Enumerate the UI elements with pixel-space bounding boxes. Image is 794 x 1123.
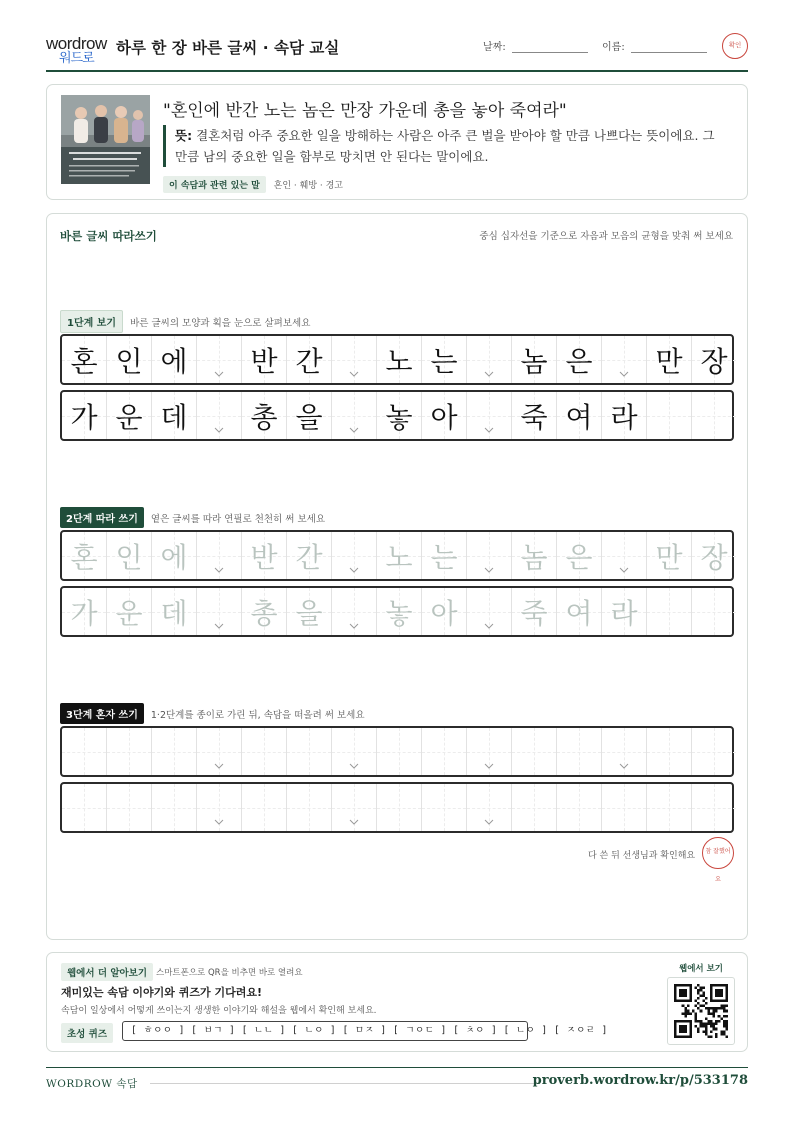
qr-code-icon[interactable] [667,977,735,1045]
grid-cell: 놓 [377,392,422,439]
proverb-illustration [61,95,150,184]
grid-cell[interactable] [422,728,467,775]
grid-cell[interactable]: 죽 [512,588,557,635]
grid-cell[interactable] [467,588,512,635]
space-mark-icon [349,565,359,575]
space-mark-icon [214,817,224,827]
grid-cell [602,336,647,383]
grid-cell[interactable] [107,784,152,831]
logo-text-top: wordrow [46,34,107,53]
proverb-card [46,84,748,200]
grid-cell[interactable]: 아 [422,588,467,635]
grid-cell: 반 [242,336,287,383]
stage-2-tag: 2단계 따라 쓰기 [60,507,144,528]
space-mark-icon [484,761,494,771]
space-mark-icon [349,761,359,771]
grid-cell: 놈 [512,336,557,383]
grid-cell[interactable]: 혼 [62,532,107,579]
grid-cell[interactable]: 인 [107,532,152,579]
grid-cell: 인 [107,336,152,383]
grid-cell[interactable]: 을 [287,588,332,635]
practice-hint: 중심 십자선을 기준으로 자음과 모음의 균형을 맞춰 써 보세요 [479,231,733,242]
name-field[interactable] [631,52,707,53]
grid-cell[interactable]: 는 [422,532,467,579]
grid-cell[interactable]: 운 [107,588,152,635]
grid-cell[interactable] [647,728,692,775]
web-description: 속담이 일상에서 어떻게 쓰이는지 생생한 이야기와 해설을 웹에서 확인해 보세요. [61,1006,377,1016]
grid-cell [332,336,377,383]
space-mark-icon [484,369,494,379]
page-header [46,28,748,72]
space-mark-icon [349,369,359,379]
grid-cell[interactable] [242,728,287,775]
grid-cell[interactable]: 놈 [512,532,557,579]
stage-3-label [60,703,365,724]
page-title: 하루 한 장 바른 글씨 · 속담 교실 [116,39,340,57]
grid-cell[interactable]: 가 [62,588,107,635]
space-mark-icon [214,369,224,379]
web-hint: 스마트폰으로 QR을 비추면 바로 열려요 [156,968,303,978]
grid-cell[interactable] [107,728,152,775]
meaning-text: 결혼처럼 아주 중요한 일을 방해하는 사람은 아주 큰 벌을 받아야 할 만큼 나쁘다는 뜻이에요. 그만큼 남의 중요한 일을 함부로 망치면 안 된다는 말이에요. [175,128,715,164]
stage-2-label [60,507,325,528]
grid-cell: 만 [647,336,692,383]
space-mark-icon [619,761,629,771]
stage-2-row-1[interactable] [60,530,734,581]
grid-cell[interactable] [332,588,377,635]
space-mark-icon [484,817,494,827]
stage-3-tag: 3단계 혼자 쓰기 [60,703,144,724]
space-mark-icon [214,565,224,575]
space-mark-icon [214,761,224,771]
grid-cell[interactable] [602,784,647,831]
proverb-text: "혼인에 반간 노는 놈은 만장 가운데 총을 놓아 죽여라" [163,101,567,121]
initial-consonant-quiz: [ ㅎㅇㅇ ] [ ㅂㄱ ] [ ㄴㄴ ] [ ㄴㅇ ] [ ㅁㅈ ] [ ㄱㅇㄷ ] [ ㅊㅇ ] [ ㄴㅇ ] [ ㅈㅇㄹ ] [122,1021,528,1041]
grid-cell[interactable]: 만 [647,532,692,579]
grid-cell: 을 [287,392,332,439]
grid-cell: 가 [62,392,107,439]
proverb-meaning [163,125,723,167]
grid-cell[interactable] [602,728,647,775]
well-done-seal-icon: 참 잘했어요 [702,837,734,869]
grid-cell[interactable] [377,784,422,831]
stage-3-row-1[interactable] [60,726,734,777]
space-mark-icon [349,817,359,827]
grid-cell: 간 [287,336,332,383]
grid-cell[interactable] [332,532,377,579]
confirm-seal-icon: 확인 [722,33,748,59]
grid-cell[interactable] [197,728,242,775]
grid-cell[interactable]: 놓 [377,588,422,635]
space-mark-icon [214,621,224,631]
grid-cell[interactable] [332,784,377,831]
footer-divider [46,1067,748,1068]
grid-cell[interactable] [467,728,512,775]
stage-1-desc: 바른 글씨의 모양과 획을 눈으로 살펴보세요 [130,317,311,329]
grid-cell[interactable] [557,728,602,775]
space-mark-icon [619,369,629,379]
space-mark-icon [484,565,494,575]
grid-cell[interactable] [152,784,197,831]
grid-cell[interactable]: 데 [152,588,197,635]
practice-title: 바른 글씨 따라쓰기 [60,229,157,243]
grid-cell[interactable] [287,728,332,775]
grid-cell[interactable] [467,784,512,831]
grid-cell: 은 [557,336,602,383]
grid-cell[interactable]: 장 [692,532,736,579]
stage-1-row-2 [60,390,734,441]
grid-cell: 총 [242,392,287,439]
grid-cell[interactable] [62,784,107,831]
grid-cell[interactable]: 라 [602,588,647,635]
grid-cell: 여 [557,392,602,439]
grid-cell[interactable]: 여 [557,588,602,635]
grid-cell[interactable] [692,784,736,831]
web-section [46,952,748,1052]
footer-rule [150,1083,540,1084]
grid-cell[interactable] [647,588,692,635]
space-mark-icon [349,425,359,435]
logo-text-bottom: 워드로 [59,51,94,66]
quiz-label: 초성 퀴즈 [61,1023,113,1043]
stage-1-label [60,310,310,333]
stage-3-row-2[interactable] [60,782,734,833]
grid-cell[interactable]: 에 [152,532,197,579]
grid-cell[interactable]: 반 [242,532,287,579]
grid-cell[interactable] [512,728,557,775]
space-mark-icon [484,621,494,631]
grid-cell [692,392,736,439]
wordrow-logo[interactable] [46,34,108,64]
stage-1-row-1 [60,334,734,385]
grid-cell[interactable] [377,728,422,775]
grid-cell[interactable]: 노 [377,532,422,579]
grid-cell[interactable]: 총 [242,588,287,635]
related-words: 혼인 · 훼방 · 경고 [273,181,343,191]
name-label: 이름: [602,42,625,53]
space-mark-icon [619,565,629,575]
grid-cell[interactable] [647,784,692,831]
grid-cell[interactable] [467,532,512,579]
web-headline: 재미있는 속담 이야기와 퀴즈가 기다려요! [61,986,262,999]
grid-cell[interactable]: 은 [557,532,602,579]
grid-cell: 는 [422,336,467,383]
grid-cell[interactable] [422,784,467,831]
meaning-label: 뜻: [175,128,193,143]
grid-cell: 아 [422,392,467,439]
grid-cell[interactable]: 간 [287,532,332,579]
grid-cell[interactable] [692,588,736,635]
stage-2-desc: 옅은 글씨를 따라 연필로 천천히 써 보세요 [150,513,326,525]
grid-cell [467,392,512,439]
web-tag: 웹에서 더 알아보기 [61,963,153,981]
stage-2-row-2[interactable] [60,586,734,637]
grid-cell: 장 [692,336,736,383]
related-label: 이 속담과 관련 있는 말 [163,176,266,193]
grid-cell[interactable] [197,784,242,831]
grid-cell: 죽 [512,392,557,439]
space-mark-icon [484,425,494,435]
date-field[interactable] [512,52,588,53]
grid-cell[interactable] [602,532,647,579]
stage-1-tag: 1단계 보기 [60,310,123,333]
grid-cell[interactable] [287,784,332,831]
grid-cell[interactable] [197,532,242,579]
grid-cell: 라 [602,392,647,439]
grid-cell: 에 [152,336,197,383]
grid-cell[interactable] [152,728,197,775]
footer-url-link[interactable]: proverb.wordrow.kr/p/533178 [532,1073,748,1088]
grid-cell[interactable] [557,784,602,831]
teacher-confirm-text: 다 쓴 뒤 선생님과 확인해요 [588,851,696,861]
grid-cell[interactable] [332,728,377,775]
grid-cell[interactable] [197,588,242,635]
date-label: 날짜: [483,42,506,53]
space-mark-icon [214,425,224,435]
grid-cell [647,392,692,439]
grid-cell: 운 [107,392,152,439]
grid-cell [332,392,377,439]
stage-3-desc: 1·2단계를 종이로 가린 뒤, 속담을 떠올려 써 보세요 [150,709,365,721]
grid-cell[interactable] [62,728,107,775]
footer-brand: WORDROW 속담 [46,1078,138,1090]
qr-label: 웹에서 보기 [679,964,724,974]
related-words-row [163,176,343,193]
grid-cell [197,392,242,439]
grid-cell[interactable] [692,728,736,775]
grid-cell: 노 [377,336,422,383]
grid-cell: 데 [152,392,197,439]
grid-cell [467,336,512,383]
grid-cell[interactable] [512,784,557,831]
grid-cell[interactable] [242,784,287,831]
grid-cell: 혼 [62,336,107,383]
grid-cell [197,336,242,383]
space-mark-icon [349,621,359,631]
